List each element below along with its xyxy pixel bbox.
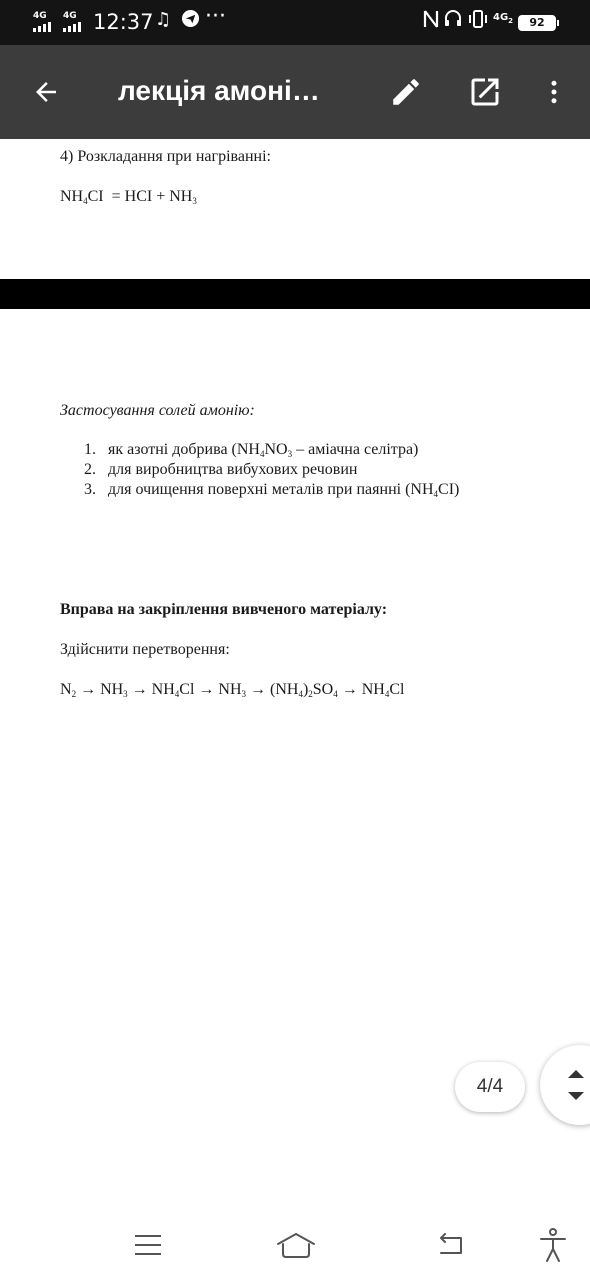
more-vert-icon — [539, 77, 569, 107]
fast-scroll-handle[interactable] — [540, 1045, 590, 1125]
accessibility-button[interactable] — [528, 1222, 578, 1268]
back-nav-button[interactable] — [425, 1222, 475, 1268]
network-type-1: 4G — [33, 11, 47, 21]
exercise-heading: Вправа на закріплення вивченого матеріалу: — [60, 601, 388, 618]
applications-heading: Застосування солей амонію: — [60, 402, 255, 419]
telegram-icon — [181, 9, 200, 33]
list-item: 1. як азотні добрива ($NH_4NO_3$ – аміачна селітра) — [84, 441, 419, 459]
back-nav-icon — [435, 1233, 465, 1257]
more-options-button[interactable] — [524, 62, 584, 122]
accessibility-icon — [538, 1227, 568, 1263]
nfc-icon — [423, 9, 439, 34]
pencil-icon — [389, 75, 423, 109]
signal-strength-icon-1 — [33, 22, 55, 32]
status-time: 12:37 — [93, 10, 154, 34]
headset-icon — [443, 9, 463, 34]
decomposition-heading: 4) Розкладання при нагріванні: — [60, 148, 271, 165]
recent-apps-button[interactable] — [123, 1222, 173, 1268]
signal-strength-icon-2 — [63, 22, 85, 32]
status-bar — [0, 0, 590, 45]
document-title: лекція амоні… — [118, 75, 320, 106]
decomposition-equation: $NH_4CI$ = HCI + $NH_3$ — [60, 188, 197, 206]
battery-indicator: 92 — [518, 15, 556, 31]
menu-lines-icon — [133, 1233, 163, 1257]
exercise-task: Здійснити перетворення: — [60, 641, 230, 658]
page-indicator: 4/4 — [455, 1062, 525, 1112]
more-notifications-icon: ··· — [205, 4, 226, 29]
list-item: 2. для виробництва вибухових речовин — [84, 461, 358, 478]
arrow-back-icon — [31, 77, 61, 107]
open-in-new-icon — [467, 74, 503, 110]
app-bar — [0, 45, 590, 139]
mobile-data-label: $4G_2$ — [493, 12, 514, 25]
list-item: 3. для очищення поверхні металів при паянні $(NH_4CI)$ — [84, 481, 460, 499]
home-icon — [275, 1230, 317, 1260]
music-note-icon: ♫ — [155, 9, 172, 30]
network-type-2: 4G — [63, 11, 77, 21]
back-button[interactable] — [16, 62, 76, 122]
page-separator — [0, 279, 590, 309]
home-button[interactable] — [271, 1222, 321, 1268]
edit-button[interactable] — [376, 62, 436, 122]
transformation-chain: $N_2 \to NH_3 \to NH_4Cl \to NH_3 \to (NH_4)_2SO_4 \to NH_4Cl$ — [60, 681, 405, 699]
open-external-button[interactable] — [455, 62, 515, 122]
scroll-up-down-icon — [565, 1067, 587, 1103]
vibrate-icon — [467, 9, 489, 34]
